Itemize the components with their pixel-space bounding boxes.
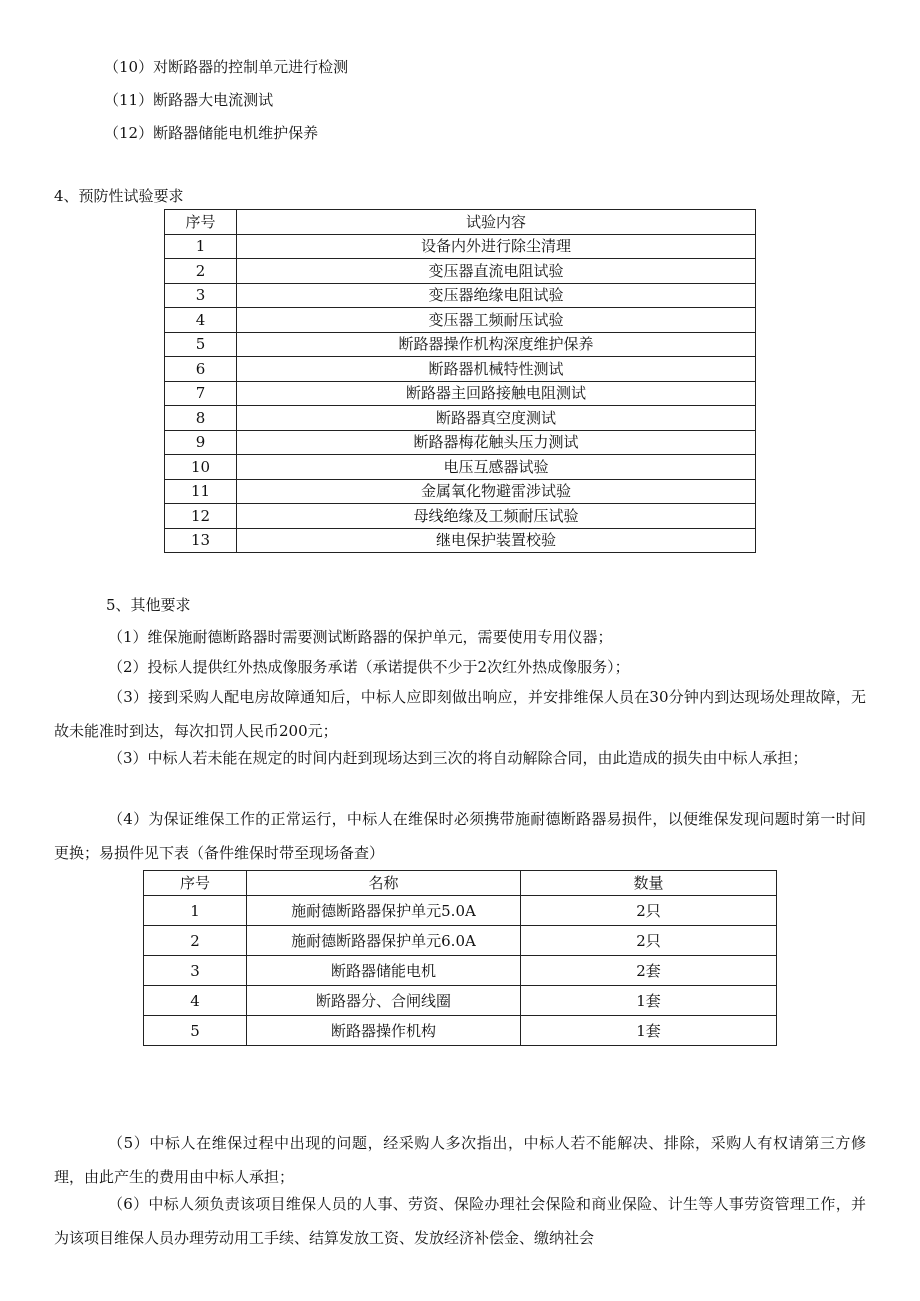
row-number: 1 [165,234,237,259]
table-row [165,430,756,455]
row-number: 8 [165,406,237,431]
table-row [165,308,756,333]
table-row [165,479,756,504]
part-quantity: 2只 [521,926,777,956]
part-name: 断路器储能电机 [247,956,521,986]
part-name: 施耐德断路器保护单元6.0A [247,926,521,956]
test-content: 变压器工频耐压试验 [237,308,756,333]
table-row [165,381,756,406]
table-row [165,406,756,431]
list-item-11: （11）断路器大电流测试 [104,91,274,109]
test-content: 设备内外进行除尘清理 [237,234,756,259]
part-quantity: 2套 [521,956,777,986]
table-row [165,259,756,284]
requirement-1: （1）维保施耐德断路器时需要测试断路器的保护单元，需要使用专用仪器； [108,628,613,646]
table-row [165,283,756,308]
requirement-3b: （3）中标人若未能在规定的时间内赶到现场达到三次的将自动解除合同，由此造成的损失由中标人承担； [108,749,808,767]
row-number: 7 [165,381,237,406]
test-content: 金属氧化物避雷涉试验 [237,479,756,504]
header-cell: 数量 [521,871,777,896]
table-row [165,455,756,480]
part-name: 断路器操作机构 [247,1016,521,1046]
row-number: 13 [165,528,237,553]
row-number: 3 [144,956,247,986]
section-4-heading: 4、预防性试验要求 [54,187,184,205]
header-cell: 名称 [247,871,521,896]
row-number: 10 [165,455,237,480]
row-number: 2 [165,259,237,284]
table-row [144,1016,777,1046]
test-content: 断路器机械特性测试 [237,357,756,382]
test-content: 断路器操作机构深度维护保养 [237,332,756,357]
header-cell: 序号 [144,871,247,896]
table-row [165,504,756,529]
row-number: 6 [165,357,237,382]
requirement-5: （5）中标人在维保过程中出现的问题，经采购人多次指出，中标人若不能解决、排除，采购人有权请第三方修理，由此产生的费用由中标人承担； [54,1134,866,1186]
row-number: 4 [144,986,247,1016]
test-content: 母线绝缘及工频耐压试验 [237,504,756,529]
row-number: 12 [165,504,237,529]
preventive-test-table [164,209,756,553]
part-name: 断路器分、合闸线圈 [247,986,521,1016]
table-row [165,528,756,553]
row-number: 2 [144,926,247,956]
header-cell: 序号 [165,210,237,235]
requirement-4: （4）为保证维保工作的正常运行，中标人在维保时必须携带施耐德断路器易损件，以便维保发现问题时第一时间更换；易损件见下表（备件维保时带至现场备查） [54,810,866,862]
table-row [144,896,777,926]
test-content: 断路器主回路接触电阻测试 [237,381,756,406]
table-row [165,332,756,357]
spare-parts-table [143,870,777,1046]
row-number: 3 [165,283,237,308]
test-content: 变压器直流电阻试验 [237,259,756,284]
table-row [165,357,756,382]
table-row [144,926,777,956]
test-content: 电压互感器试验 [237,455,756,480]
requirement-3a: （3）接到采购人配电房故障通知后，中标人应即刻做出响应，并安排维保人员在30分钟内到达现场处理故障，无故未能准时到达，每次扣罚人民币200元； [54,688,866,740]
table-row [165,234,756,259]
row-number: 9 [165,430,237,455]
row-number: 5 [165,332,237,357]
test-content: 变压器绝缘电阻试验 [237,283,756,308]
test-content: 继电保护装置校验 [237,528,756,553]
row-number: 4 [165,308,237,333]
table-header-row [165,210,756,235]
requirement-6: （6）中标人须负责该项目维保人员的人事、劳资、保险办理社会保险和商业保险、计生等人事劳资管理工作，并为该项目维保人员办理劳动用工手续、结算发放工资、发放经济补偿金、缴纳社会 [54,1195,866,1247]
requirement-2: （2）投标人提供红外热成像服务承诺（承诺提供不少于2次红外热成像服务）； [108,658,630,676]
list-item-12: （12）断路器储能电机维护保养 [104,124,319,142]
test-content: 断路器梅花触头压力测试 [237,430,756,455]
table-row [144,986,777,1016]
part-quantity: 1套 [521,1016,777,1046]
table-header-row [144,871,777,896]
part-name: 施耐德断路器保护单元5.0A [247,896,521,926]
table-row [144,956,777,986]
part-quantity: 1套 [521,986,777,1016]
part-quantity: 2只 [521,896,777,926]
row-number: 1 [144,896,247,926]
section-5-heading: 5、其他要求 [106,596,191,614]
header-cell: 试验内容 [237,210,756,235]
row-number: 11 [165,479,237,504]
row-number: 5 [144,1016,247,1046]
list-item-10: （10）对断路器的控制单元进行检测 [104,58,349,76]
test-content: 断路器真空度测试 [237,406,756,431]
